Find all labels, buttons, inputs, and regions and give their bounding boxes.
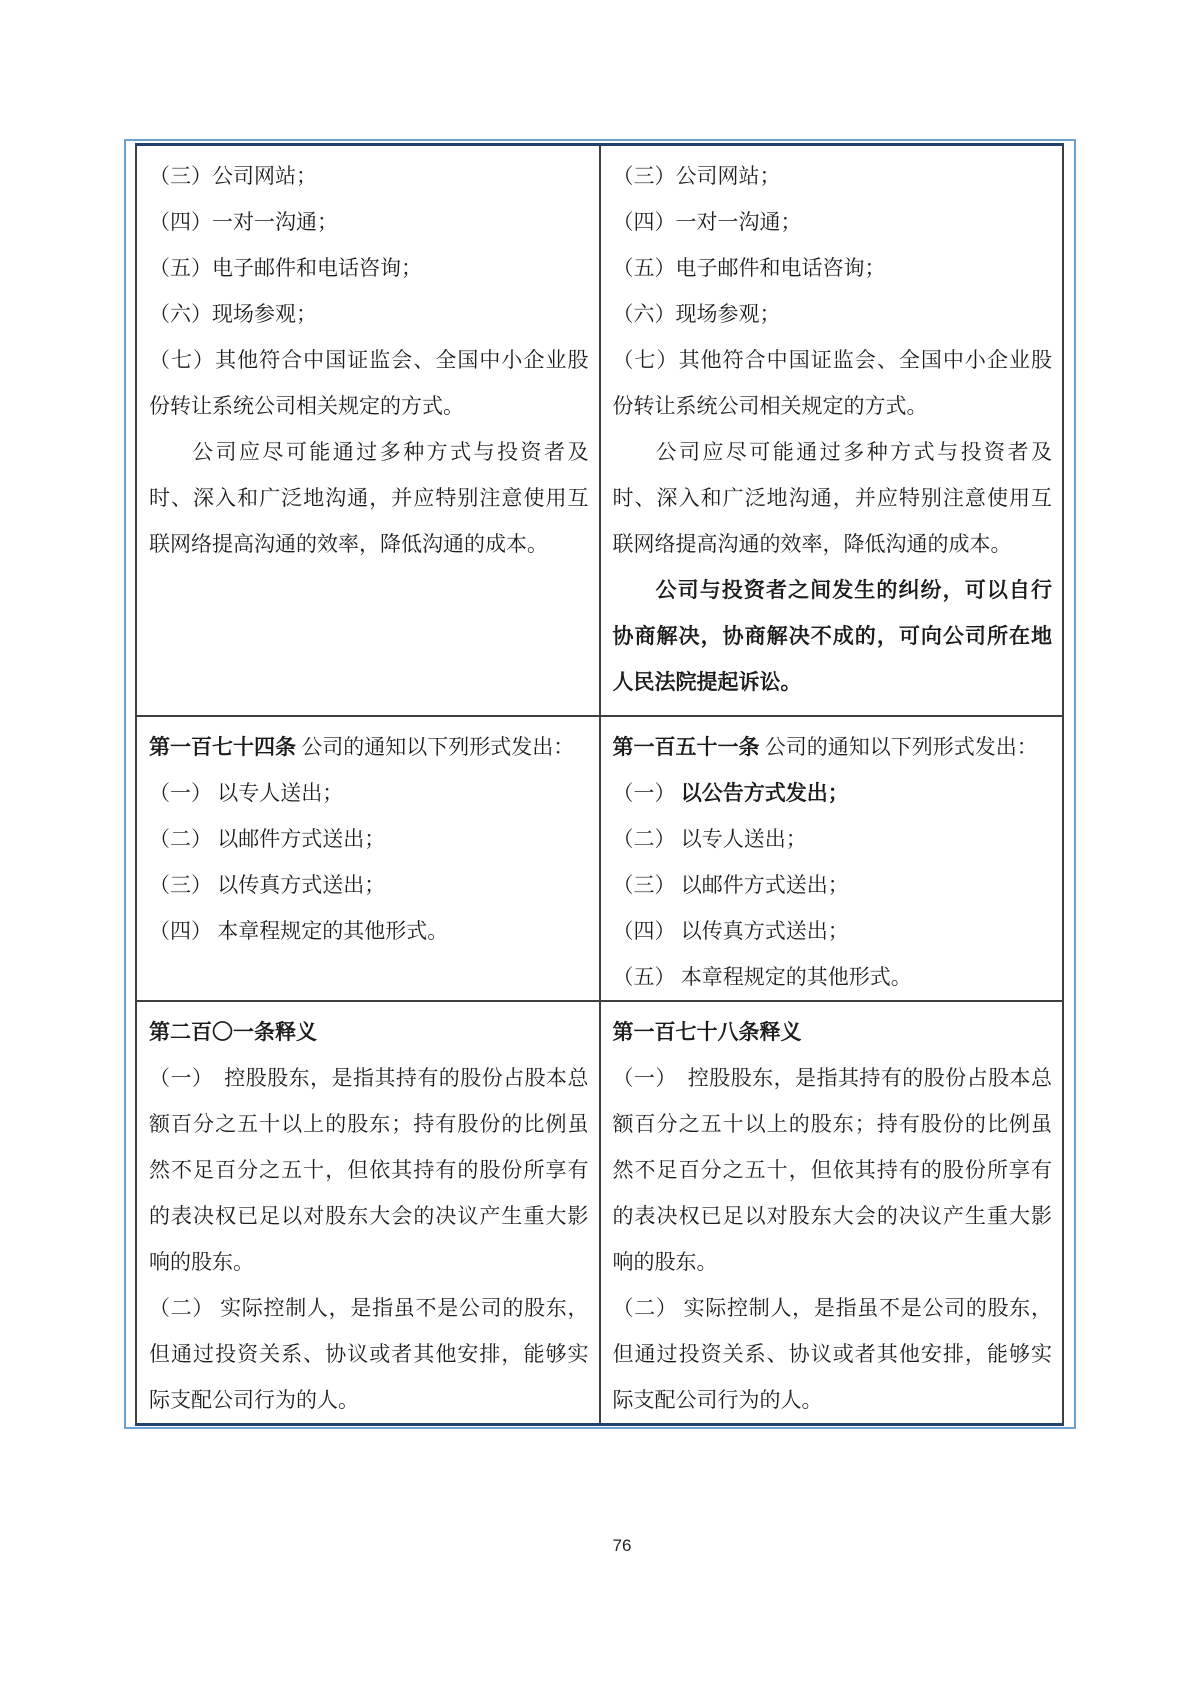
- table-cell-right: [600, 145, 1064, 716]
- list-item: （三） 以邮件方式送出；: [612, 872, 849, 897]
- list-item: （三）公司网站；: [612, 164, 781, 188]
- list-item: （三） 以传真方式送出；: [149, 872, 386, 897]
- list-item: （六）现场参观；: [149, 302, 317, 326]
- list-item: （二） 以邮件方式送出；: [149, 826, 386, 851]
- paragraph-dispute-bold: 公司与投资者之间发生的纠纷，可以自行协商解决，协商解决不成的，可向公司所在地人民法院提起诉讼。: [612, 578, 1052, 694]
- paragraph: （二） 实际控制人，是指虽不是公司的股东，但通过投资关系、协议或者其他安排，能够实际支配公司行为的人。: [612, 1295, 1052, 1412]
- paragraph: （二） 实际控制人，是指虽不是公司的股东，但通过投资关系、协议或者其他安排，能够实际支配公司行为的人。: [149, 1295, 589, 1412]
- paragraph: （一） 控股股东，是指其持有的股份占股本总额百分之五十以上的股东；持有股份的比例虽然不足百分之五十，但依其持有的股份所享有的表决权已足以对股东大会的决议产生重大影响的股东。: [149, 1065, 589, 1274]
- list-item: （四）一对一沟通；: [149, 210, 338, 234]
- list-item: （三）公司网站；: [149, 164, 317, 188]
- table-cell-left: [136, 145, 600, 716]
- article-heading: 第一百七十八条释义: [612, 1019, 802, 1044]
- list-item: （五）电子邮件和电话咨询；: [612, 256, 886, 280]
- article-number: 第一百七十四条: [149, 734, 296, 759]
- page-number: 76: [612, 1536, 632, 1555]
- comparison-table: [135, 143, 1064, 1426]
- table-cell-left: [136, 716, 600, 1001]
- table-cell-right: [600, 716, 1064, 1001]
- list-item: （五）电子邮件和电话咨询；: [149, 256, 422, 280]
- paragraph: （一） 控股股东，是指其持有的股份占股本总额百分之五十以上的股东；持有股份的比例虽然不足百分之五十，但依其持有的股份所享有的表决权已足以对股东大会的决议产生重大影响的股东。: [612, 1065, 1052, 1274]
- list-item: （五） 本章程规定的其他形式。: [612, 964, 912, 989]
- table-cell-right: [600, 1001, 1064, 1425]
- list-item: （二） 以专人送出；: [612, 826, 807, 851]
- article-number: 第一百五十一条: [612, 734, 760, 759]
- article-heading: [149, 724, 589, 770]
- article-heading-text: 公司的通知以下列形式发出：: [759, 734, 1038, 759]
- paragraph: 公司应尽可能通过多种方式与投资者及时、深入和广泛地沟通，并应特别注意使用互联网络提高沟通的效率，降低沟通的成本。: [612, 440, 1052, 556]
- list-item: （四） 本章程规定的其他形式。: [149, 918, 449, 943]
- table-row-notice-forms: [136, 716, 1063, 1001]
- article-heading-text: 公司的通知以下列形式发出：: [296, 734, 575, 759]
- article-heading: [613, 724, 1053, 770]
- list-item: （四）一对一沟通；: [612, 210, 802, 234]
- list-item-prefix: （一）: [612, 780, 681, 805]
- list-item-bold-text: 以公告方式发出；: [680, 780, 849, 805]
- list-item-bold: [613, 770, 1053, 816]
- list-item: （七）其他符合中国证监会、全国中小企业股份转让系统公司相关规定的方式。: [612, 348, 1052, 418]
- list-item: （四） 以传真方式送出；: [612, 918, 849, 943]
- list-item: （六）现场参观；: [612, 302, 781, 326]
- list-item: （一） 以专人送出；: [149, 780, 344, 805]
- table-row-definitions: [136, 1001, 1063, 1425]
- list-item: （七）其他符合中国证监会、全国中小企业股份转让系统公司相关规定的方式。: [149, 348, 589, 418]
- article-heading: 第二百〇一条释义: [149, 1019, 317, 1044]
- paragraph: 公司应尽可能通过多种方式与投资者及时、深入和广泛地沟通，并应特别注意使用互联网络提高沟通的效率，降低沟通的成本。: [149, 440, 589, 556]
- table-row-communication: [136, 145, 1063, 716]
- table-cell-left: [136, 1001, 600, 1425]
